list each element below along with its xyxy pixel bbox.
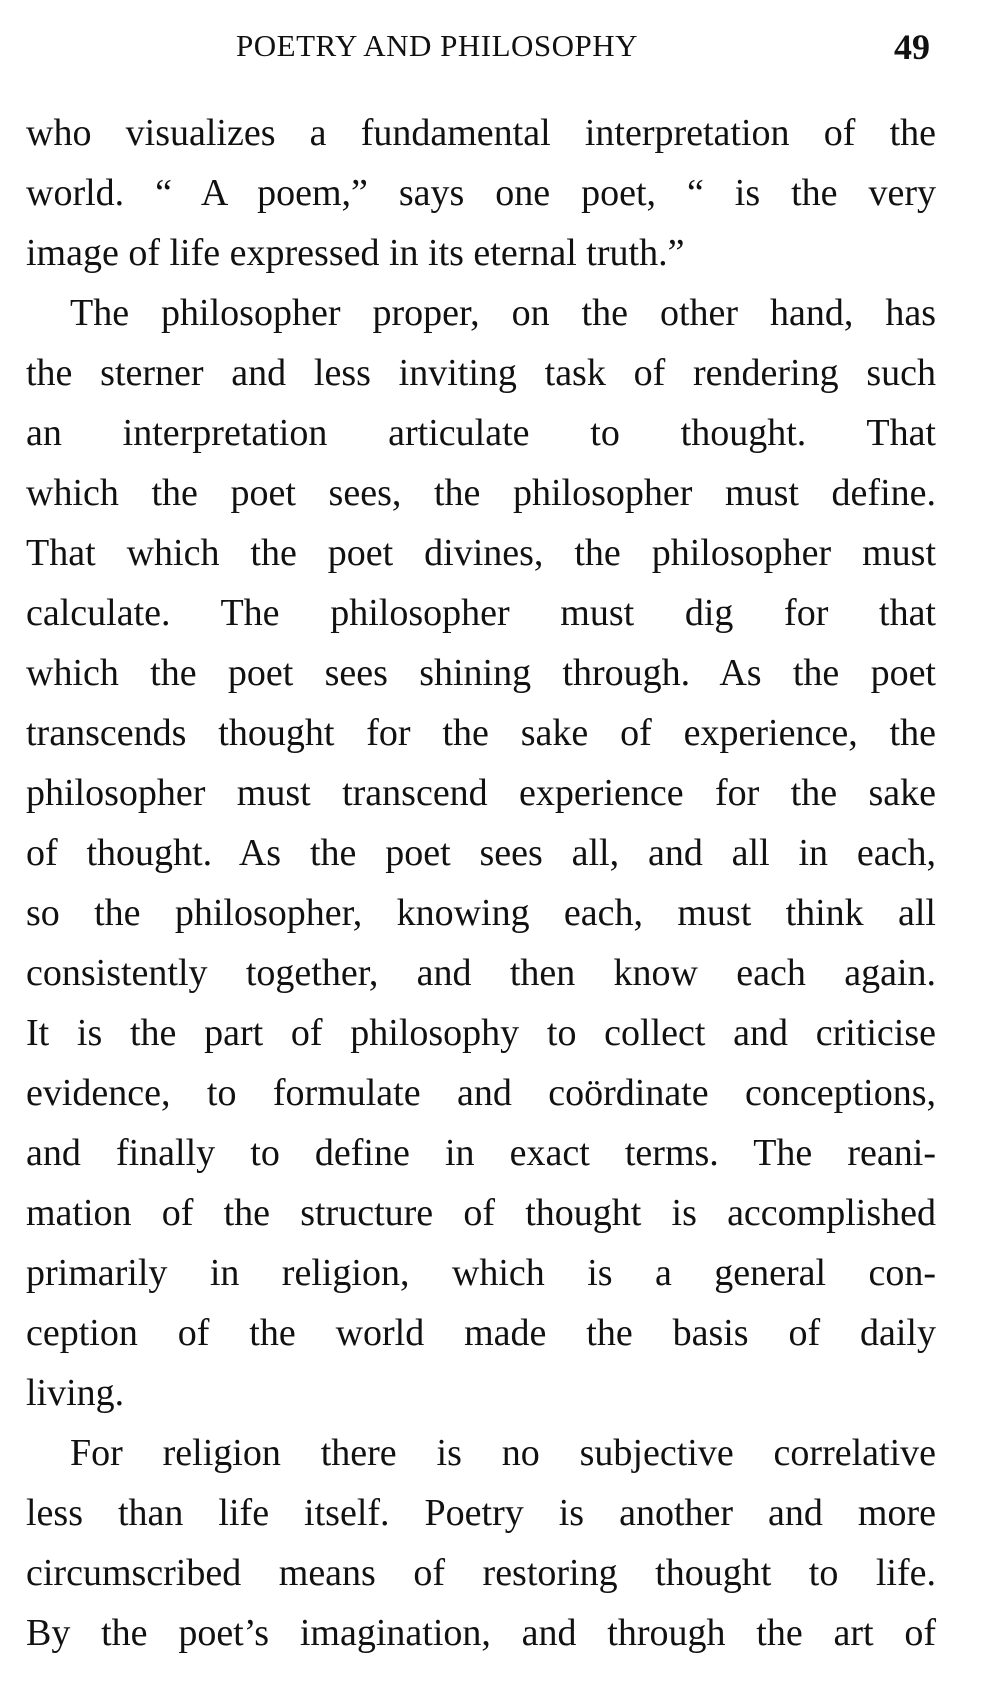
text-line: circumscribed means of restoring thought to life. <box>26 1552 936 1594</box>
text-line: world. “ A poem,” says one poet, “ is the very <box>26 172 936 214</box>
text-line: That which the poet divines, the philosopher must <box>26 532 936 574</box>
text-line: philosopher must transcend experience for the sake <box>26 772 936 814</box>
text-line: living. <box>26 1372 125 1414</box>
text-line: For religion there is no subjective correlative <box>70 1432 936 1474</box>
text-line: consistently together, and then know each again. <box>26 952 936 994</box>
text-line: The philosopher proper, on the other hand, has <box>70 292 936 334</box>
text-line: which the poet sees, the philosopher must define. <box>26 472 936 514</box>
running-title: POETRY AND PHILOSOPHY <box>236 28 639 63</box>
page-number: 49 <box>894 27 930 67</box>
text-line: ception of the world made the basis of daily <box>26 1312 936 1354</box>
text-line: transcends thought for the sake of experience, the <box>26 712 936 754</box>
paragraph-2 <box>26 283 936 1423</box>
text-line: calculate. The philosopher must dig for that <box>26 592 936 634</box>
paragraph-1 <box>26 103 936 283</box>
text-line: less than life itself. Poetry is another and more <box>26 1492 936 1534</box>
text-line: so the philosopher, knowing each, must think all <box>26 892 936 934</box>
text-line: It is the part of philosophy to collect and criticise <box>26 1012 936 1054</box>
text-line: the sterner and less inviting task of rendering such <box>26 352 936 394</box>
text-line: and finally to define in exact terms. The reani- <box>26 1132 936 1174</box>
paragraph-3 <box>26 1423 936 1663</box>
running-head <box>26 22 936 72</box>
text-line: evidence, to formulate and coördinate conceptions, <box>26 1072 936 1114</box>
text-line: primarily in religion, which is a general con- <box>26 1252 936 1294</box>
text-line: an interpretation articulate to thought. That <box>26 412 936 454</box>
text-line: image of life expressed in its eternal truth.” <box>26 232 685 274</box>
text-line: By the poet’s imagination, and through the art of <box>26 1612 936 1654</box>
text-line: mation of the structure of thought is accomplished <box>26 1192 936 1234</box>
body-text <box>26 103 936 1663</box>
text-line: of thought. As the poet sees all, and all in each, <box>26 832 936 874</box>
text-line: which the poet sees shining through. As the poet <box>26 652 936 694</box>
text-line: who visualizes a fundamental interpretation of the <box>26 112 936 154</box>
